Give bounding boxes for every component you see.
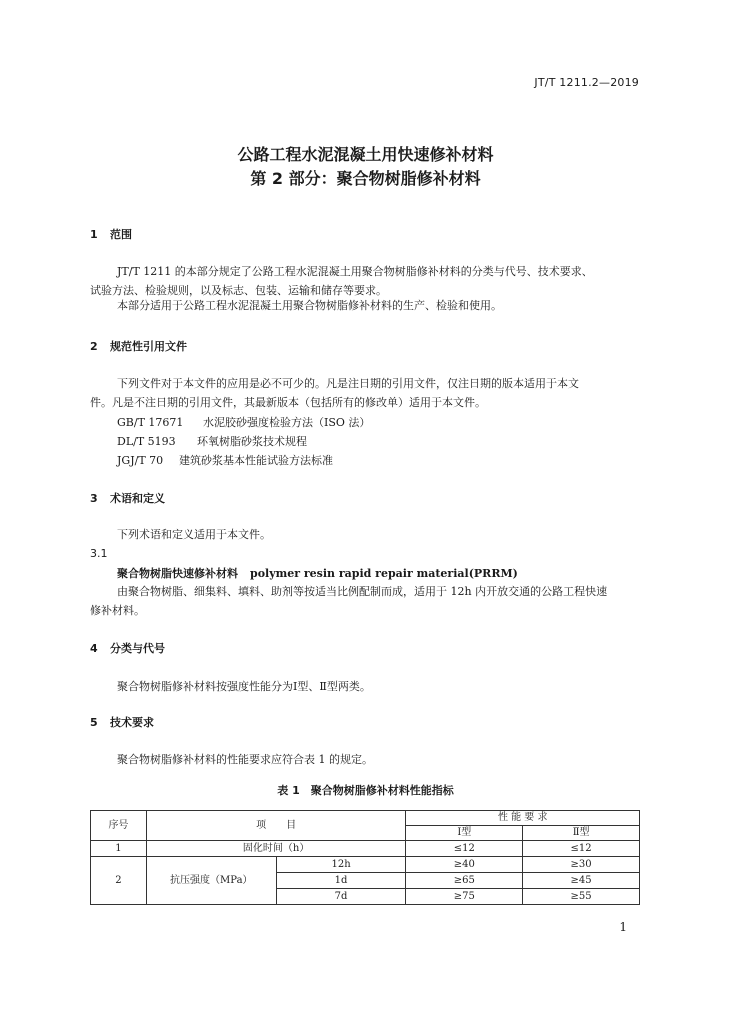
section-1-paragraph-1: JT/T 1211 的本部分规定了公路工程水泥混凝土用聚合物树脂修补材料的分类与代号、技术要求、 试验方法、检验规则，以及标志、包装、运输和储存等要求。 — [90, 265, 593, 297]
header-item: 项 目 — [146, 811, 406, 841]
cell-type-1: ≤12 — [406, 841, 523, 857]
reference-item — [117, 414, 370, 430]
cell-type-2: ≥30 — [523, 857, 640, 873]
term-english: polymer resin rapid repair material(PRRM) — [250, 567, 518, 580]
term-definition: 由聚合物树脂、细集料、填料、助剂等按适当比例配制而成，适用于 12h 内开放交通的公路工程快速 修补材料。 — [90, 585, 608, 617]
reference-title: 环氧树脂砂浆技术规程 — [197, 435, 307, 448]
document-title: 公路工程水泥混凝土用快速修补材料 — [237, 145, 494, 164]
section-number: 5 — [90, 716, 98, 729]
section-1-paragraph-2: 本部分适用于公路工程水泥混凝土用聚合物树脂修补材料的生产、检验和使用。 — [117, 299, 502, 312]
header-seq: 序号 — [91, 811, 147, 841]
term-chinese: 聚合物树脂快速修补材料 — [117, 567, 238, 580]
cell-seq: 1 — [91, 841, 147, 857]
performance-table — [90, 810, 640, 905]
section-5-paragraph-1: 聚合物树脂修补材料的性能要求应符合表 1 的规定。 — [117, 753, 373, 766]
reference-code: JGJ/T 70 — [117, 454, 164, 467]
reference-title: 水泥胶砂强度检验方法（ISO 法） — [203, 416, 371, 429]
section-number: 4 — [90, 642, 98, 655]
section-title: 规范性引用文件 — [110, 340, 187, 353]
standard-code: JT/T 1211.2—2019 — [534, 76, 639, 89]
table-caption: 表 1 聚合物树脂修补材料性能指标 — [277, 784, 454, 797]
section-number: 3 — [90, 492, 98, 505]
table-header-row — [91, 811, 640, 826]
section-4-paragraph-1: 聚合物树脂修补材料按强度性能分为Ⅰ型、Ⅱ型两类。 — [117, 680, 371, 693]
term-number: 3.1 — [90, 547, 108, 560]
section-2-paragraph-1: 下列文件对于本文件的应用是必不可少的。凡是注日期的引用文件，仅注日期的版本适用于本文 件。凡是不注日期的引用文件，其最新版本（包括所有的修改单）适用于本文件。 — [90, 377, 579, 409]
section-2-heading — [90, 338, 187, 354]
section-number: 2 — [90, 340, 98, 353]
section-5-heading — [90, 714, 154, 730]
cell-age: 7d — [276, 889, 406, 905]
section-title: 术语和定义 — [110, 492, 165, 505]
reference-code: DL/T 5193 — [117, 435, 176, 448]
reference-item — [117, 452, 333, 468]
section-title: 分类与代号 — [110, 642, 165, 655]
section-1-heading — [90, 226, 132, 242]
reference-item — [117, 433, 307, 449]
section-4-heading — [90, 640, 165, 656]
document-subtitle: 第 2 部分：聚合物树脂修补材料 — [250, 169, 481, 188]
section-number: 1 — [90, 228, 98, 241]
section-title: 范围 — [110, 228, 132, 241]
reference-title: 建筑砂浆基本性能试验方法标准 — [179, 454, 333, 467]
cell-age: 1d — [276, 873, 406, 889]
table-row — [91, 841, 640, 857]
cell-type-1: ≥75 — [406, 889, 523, 905]
cell-age: 12h — [276, 857, 406, 873]
reference-code: GB/T 17671 — [117, 416, 184, 429]
cell-type-2: ≥55 — [523, 889, 640, 905]
page-number: 1 — [619, 920, 627, 934]
cell-item: 抗压强度（MPa） — [146, 857, 276, 905]
section-title: 技术要求 — [110, 716, 154, 729]
cell-seq: 2 — [91, 857, 147, 905]
cell-type-1: ≥40 — [406, 857, 523, 873]
cell-item: 固化时间（h） — [146, 841, 406, 857]
table-row — [91, 857, 640, 873]
cell-type-2: ≤12 — [523, 841, 640, 857]
section-3-paragraph-1: 下列术语和定义适用于本文件。 — [117, 528, 271, 541]
section-3-heading — [90, 490, 165, 506]
header-type-1: Ⅰ型 — [406, 826, 523, 841]
cell-type-2: ≥45 — [523, 873, 640, 889]
term-heading — [117, 565, 518, 581]
header-type-2: Ⅱ型 — [523, 826, 640, 841]
cell-type-1: ≥65 — [406, 873, 523, 889]
header-requirement: 性 能 要 求 — [406, 811, 640, 826]
